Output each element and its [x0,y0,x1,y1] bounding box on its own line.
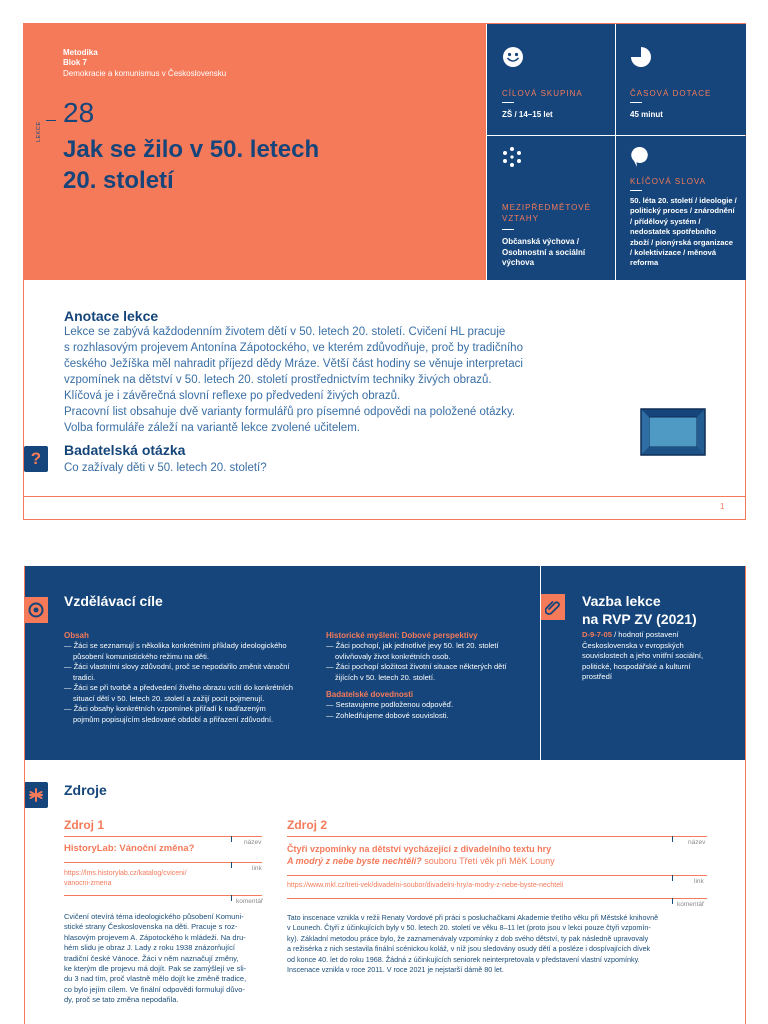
goals-panel [24,566,540,760]
divider [231,895,232,901]
sources-title: Zdroje [64,782,107,798]
dots-circle-icon [501,146,523,168]
field-link-label: link [252,865,262,872]
divider [502,102,514,103]
page-title: Jak se žilo v 50. letech 20. století [63,136,320,194]
lekce-rule [46,120,56,121]
question-badge [24,446,48,472]
field-name-label: název [688,839,706,846]
target-badge [24,597,48,623]
research-question-title: Badatelská otázka [64,442,186,458]
time-label: ČASOVÁ DOTACE [630,89,712,98]
keywords-label: KLÍČOVÁ SLOVA [630,177,706,186]
skills-heading: Badatelské dovednosti [326,690,414,699]
divider [287,898,707,899]
clip-badge [541,594,565,620]
list-item: — Žáci obsahy konkrétních vzpomínek přiřadí k nadřazeným pojmům popisujícím sledované období a přiřazení zdůvodní. [64,704,274,724]
divider [231,862,232,868]
source-2-name: Čtyři vzpomínky na dětství vycházející z divadelního textu hry A modrý z nebe byste nechtěli? souboru Třetí věk při MěK Louny [287,844,555,866]
source-1-comment: Cvičení otevírá téma ideologického působení Komuni- stické strany Československa na děti. Pracuje s roz- hlasovým projevem A. Zápotockého k mládeži. Na dru- hém slidu je obraz J. Lady z roku 1938 znázorňující tradiční české Vánoce. Žáci v něm naznačují změny, ke kterým dle projevu má dojít. Pak se zamýšlejí ve sli- du 3 nad tím, proč vlastně mělo dojít ke změně tradice, co bylo jejím cílem. Ve finální odpovědi formulují důvo- dy, proč se tato změna nepodařila. [64,912,247,1005]
content-heading: Obsah [64,631,89,640]
cross-value: Občanská výchova / Osobnostní a sociální výchova [502,237,586,267]
field-link-label: link [694,878,704,885]
cross-label: MEZIPŘEDMĚTOVÉ VZTAHY [502,203,591,223]
divider [64,836,262,837]
rvp-text: D-9-7-05 / hodnotí postavení Československa v evropských souvislostech a jeho vnitřní sociální, politické, hospodářské a kulturní prostředí [582,630,704,681]
target-label: CÍLOVÁ SKUPINA [502,89,583,98]
research-question-text: Co zažívaly děti v 50. letech 20. století? [64,462,267,474]
divider [672,836,673,842]
list-item: — Žáci se při tvorbě a předvedení živého obrazu vcítí do konkrétních situací dětí v 50. letech 20. století a zažijí pocit pojmenují. [64,683,293,703]
info-keywords [616,136,746,280]
asterisk-icon [29,788,43,802]
goals-historical [326,630,507,721]
list-item: — Sestavujeme podloženou odpověď. [326,700,454,709]
divider [287,836,707,837]
divider [502,229,514,230]
list-item: — Žáci pochopí, jak jednotlivé jevy 50. let 20. století ovlivňovaly život konkrétních osob. [326,641,499,661]
list-item: — Zohledňujeme dobové souvislosti. [326,710,449,720]
paperclip-icon [545,599,561,615]
series-label: Metodika [63,48,98,57]
annotation-text: Lekce se zabývá každodenním životem dětí v 50. letech 20. století. Cvičení HL pracuje s rozhlasovým projevem Antonína Zápotockého, ve kterém zdůvodňuje, proč by tradičního českého Ježíška měl nahradit příjezd dědy Mráze. Větší část hodiny se věnuje interpretaci vzpomínek na dětství v 50. letech 20. století prostřednictvím techniky živých obrazů. Klíčová je i závěrečná slovní reflexe po předvedení živých obrazů. Pracovní list obsahuje dvě varianty formulářů pro písemné odpovědi na položené otázky. Volba formuláře záleží na variantě lekce zvolené učitelem. [64,326,523,434]
divider [672,875,673,881]
historical-heading: Historické myšlení: Dobové perspektivy [326,631,478,640]
info-time [616,24,746,135]
info-target [487,24,615,135]
goals-title: Vzdělávací cíle [64,593,163,609]
divider [672,898,673,904]
rvp-code: D-9-7-05 [582,630,612,639]
divider [64,862,262,863]
lekce-vertical: LEKCE [36,121,42,142]
field-comment-label: komentář [236,898,264,905]
goals-content [64,630,293,725]
source-2-link[interactable]: https://www.mkl.cz/treti-vek/divadelni-soubor/divadelni-hry/a-modry-z-nebe-byste-nechteli [287,882,564,889]
page-number: 1 [720,502,725,511]
keywords-value: 50. léta 20. století / ideologie / politický proces / znárodnění / přídělový systém / nedostatek spotřebního zboží / pionýrská organizace / kolektivizace / měnová reforma [630,196,737,268]
rvp-panel [541,566,746,760]
field-name-label: název [244,839,262,846]
list-item: — Žáci vlastními slovy zdůvodní, proč se nepodařilo změnit vánoční tradici. [64,662,290,682]
lesson-header [24,24,486,280]
divider [231,836,232,842]
source-2-heading: Zdroj 2 [287,818,328,832]
divider [630,190,642,191]
source-1-link[interactable]: https://lms.historylab.cz/katalog/cviceni/ vanocni-zmena [64,870,187,887]
speech-bubble-icon [630,146,650,168]
divider [287,875,707,876]
annotation-title: Anotace lekce [64,308,159,324]
block-subtitle: Demokracie a komunismus v Československu [63,69,227,78]
footer-rule [24,496,746,497]
pie-clock-icon [630,46,652,68]
asterisk-badge [24,782,48,808]
target-icon [28,602,44,618]
room-box-icon [640,408,706,456]
divider [64,895,262,896]
source-2-comment: Tato inscenace vznikla v režii Renaty Vordové při práci s posluchačkami Akademie třetího věku při Městské knihovně v Lounech. Čtyři z účinkujících byly v 50. letech 20. století ve věku 8–11 let (proto jsou v lekci pouze čtyři vzpomín- ky). Základní metodou práce bylo, že zaznamenávaly vzpomínky z dob svého dětství, ty pak následně upravovaly a režisérka z nich sestavila finální scénickou koláž, v níž jsou sledovány osudy dětí a posléze i dospívajících dívek od konce 40. let do roku 1968. Žádná z účinkujících seniorek neinterpretovala v představení vlastní vzpomínky. Inscenace vznikla v roce 2011. V roce 2021 je nejstarší dámě 80 let. [287,913,659,975]
smiley-icon [502,46,524,68]
question-icon: ? [30,449,42,468]
source-1-heading: Zdroj 1 [64,818,105,832]
field-comment-label: komentář [677,901,705,908]
time-value: 45 minut [630,110,663,119]
block-label: Blok 7 [63,58,88,67]
rvp-title: Vazba lekce na RVP ZV (2021) [582,593,697,627]
lesson-number: 28 [63,97,95,128]
source-1-name: HistoryLab: Vánoční změna? [64,843,195,854]
list-item: — Žáci pochopí složitost životní situace některých dětí žijících v 50. letech 20. století. [326,662,507,682]
target-value: ZŠ / 14–15 let [502,110,553,119]
info-cross [487,136,615,280]
list-item: — Žáci se seznamují s několika konkrétními příklady ideologického působení komunistického režimu na děti. [64,641,287,661]
divider [630,102,642,103]
